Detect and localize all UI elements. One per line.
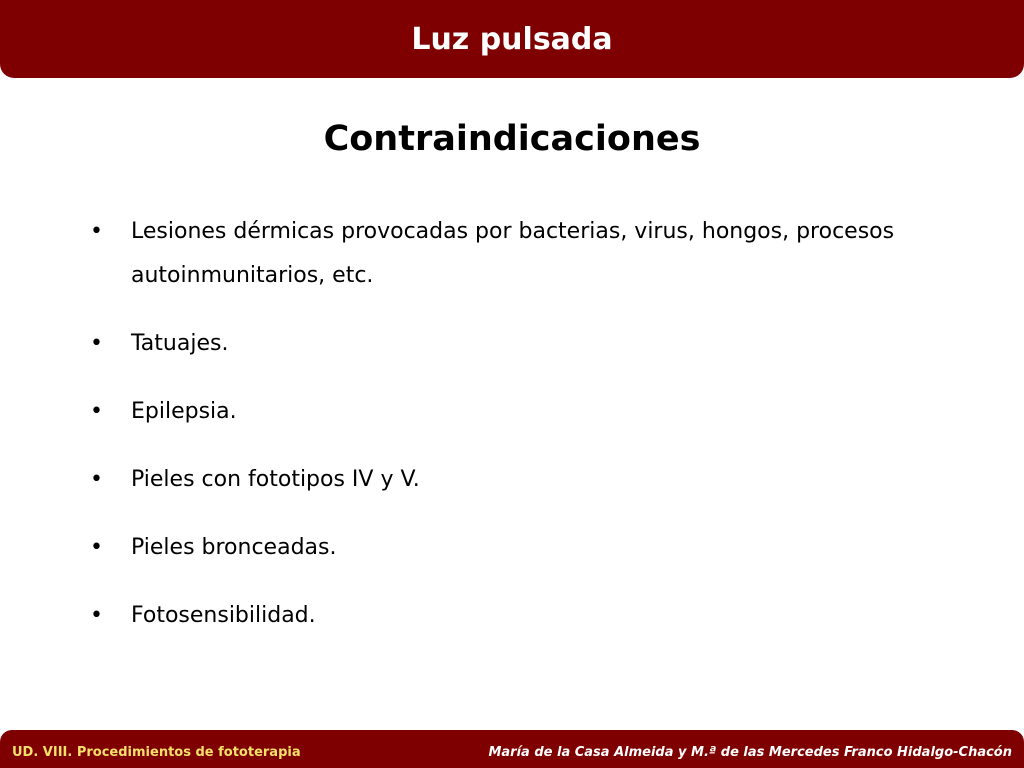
list-item-text: Fotosensibilidad.	[131, 603, 316, 628]
list-item-text: Pieles bronceadas.	[131, 535, 337, 560]
contraindications-list	[90, 210, 950, 662]
bullet-icon: •	[90, 399, 103, 424]
bullet-icon: •	[90, 467, 103, 492]
list-item-text: Tatuajes.	[131, 331, 229, 356]
slide-heading: Contraindicaciones	[323, 119, 701, 159]
list-item	[90, 594, 950, 638]
footer-bar	[0, 730, 1024, 768]
header-bar	[0, 0, 1024, 78]
header-title: Luz pulsada	[411, 22, 613, 57]
footer-authors: María de la Casa Almeida y M.ª de las Mercedes Franco Hidalgo-Chacón	[488, 745, 1012, 760]
bullet-icon: •	[90, 535, 103, 560]
list-item	[90, 458, 950, 502]
bullet-icon: •	[90, 331, 103, 356]
list-item-text: Lesiones dérmicas provocadas por bacterias, virus, hongos, procesos autoinmunitarios, etc.	[131, 219, 895, 288]
bullet-icon: •	[90, 603, 103, 628]
list-item-text: Epilepsia.	[131, 399, 237, 424]
footer-unit-label: UD. VIII. Procedimientos de fototerapia	[12, 745, 301, 760]
list-item	[90, 390, 950, 434]
list-item-text: Pieles con fototipos IV y V.	[131, 467, 420, 492]
bullet-icon: •	[90, 219, 103, 244]
list-item	[90, 210, 950, 298]
list-item	[90, 322, 950, 366]
list-item	[90, 526, 950, 570]
